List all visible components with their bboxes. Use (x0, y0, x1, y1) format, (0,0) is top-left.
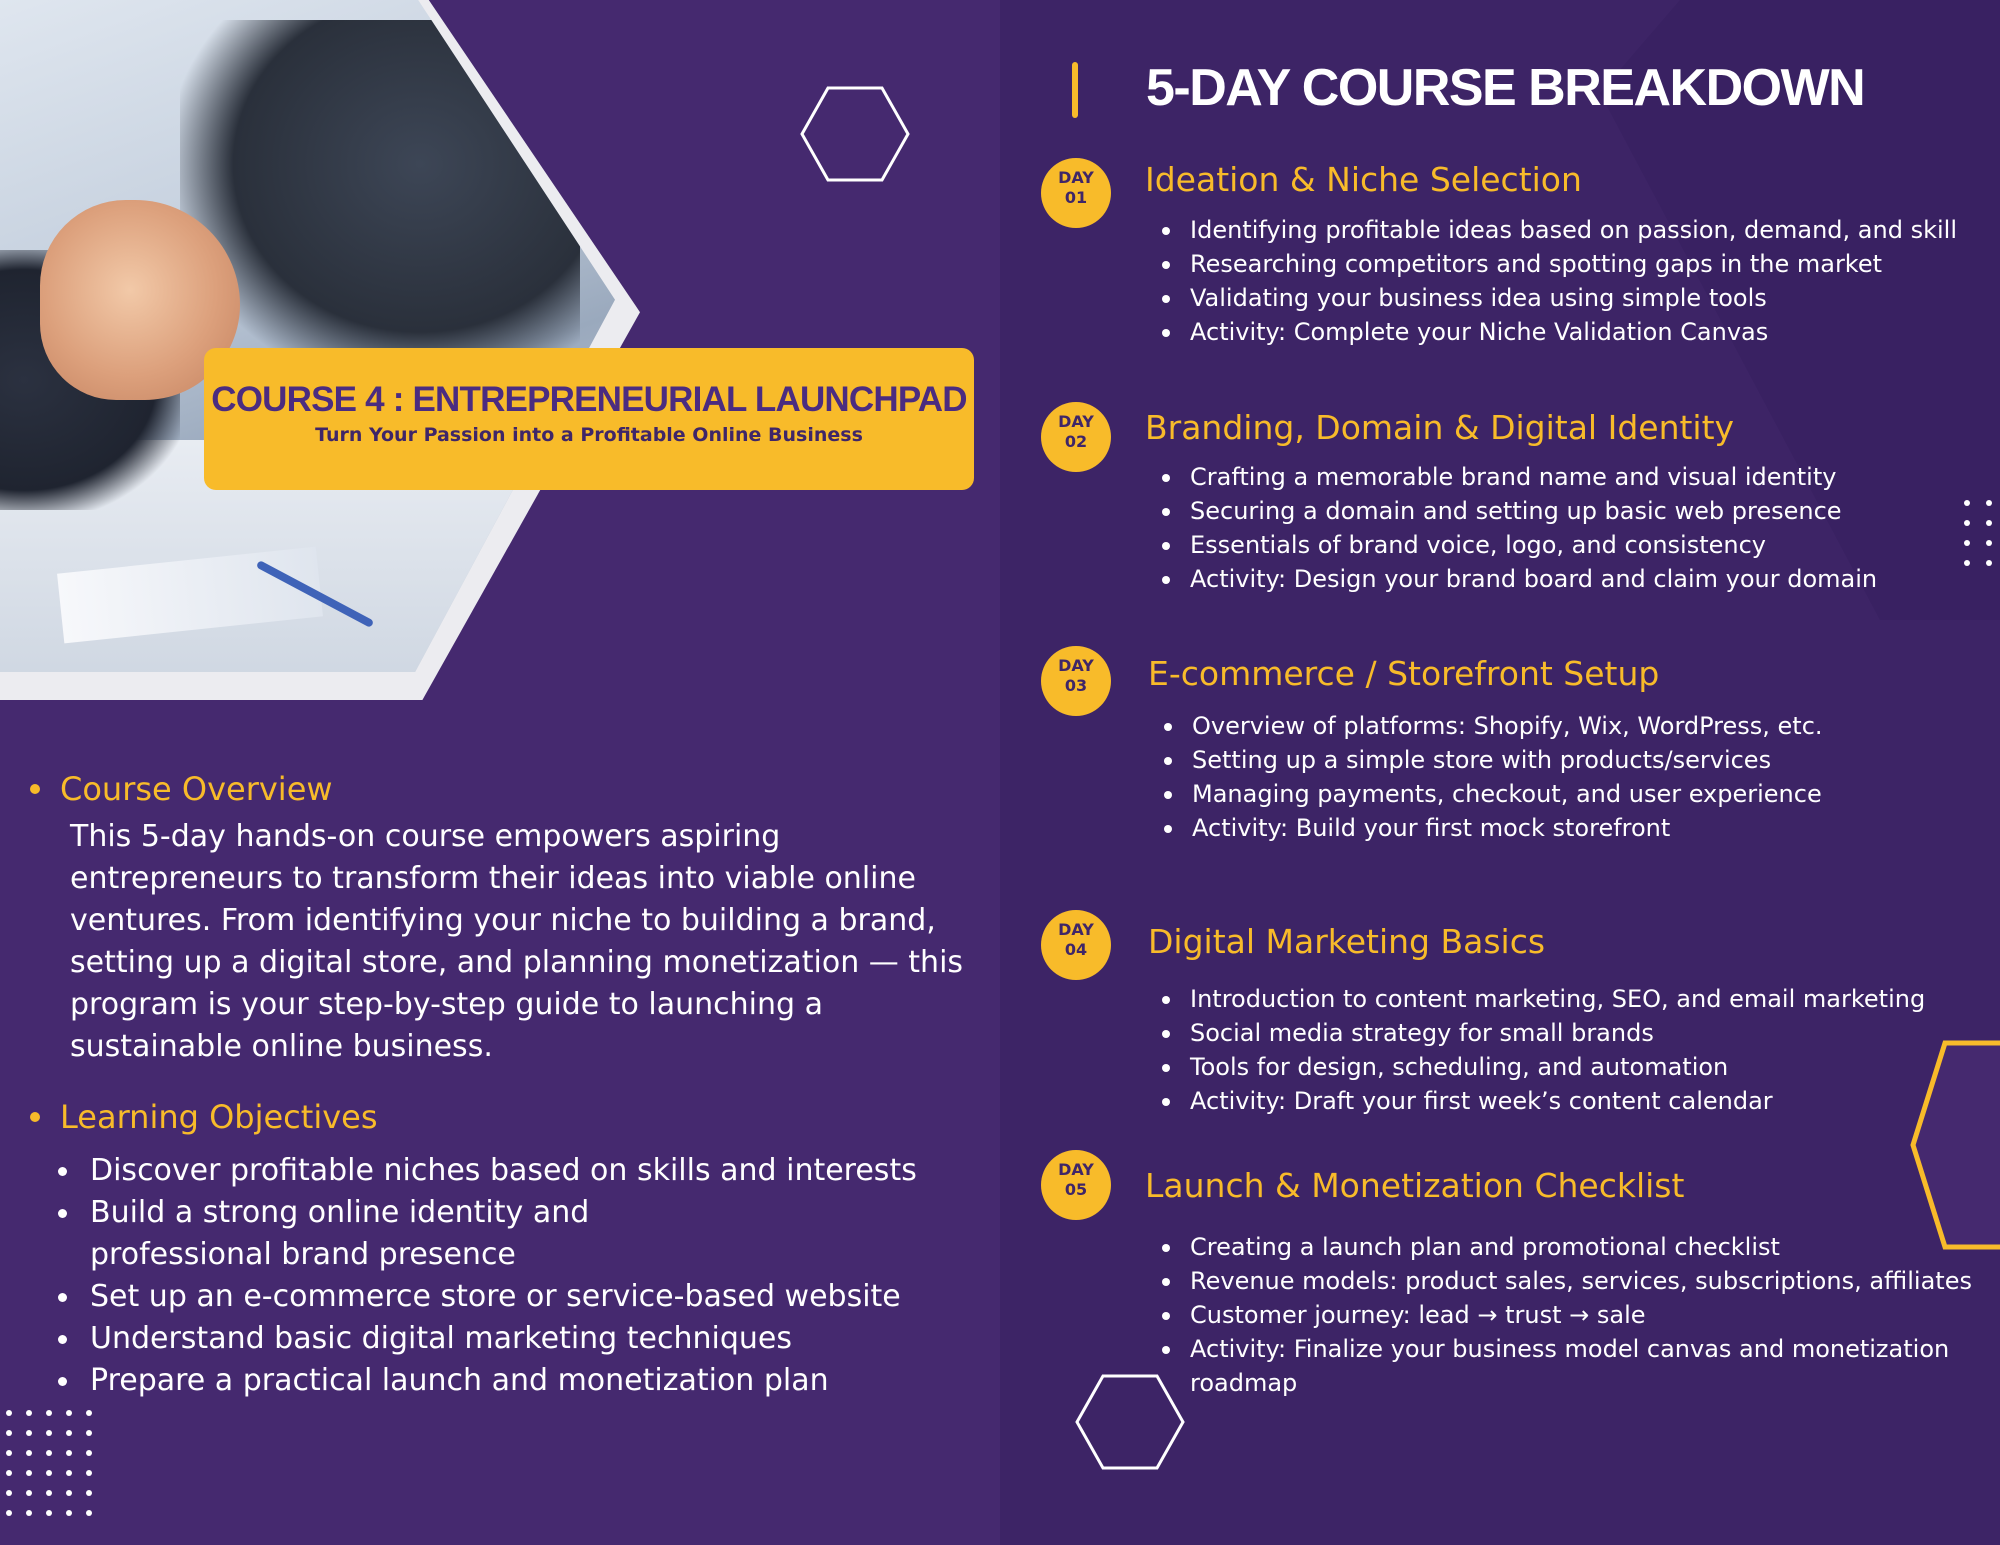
list-item: Essentials of brand voice, logo, and consistency (1158, 528, 1988, 562)
list-item: Set up an e-commerce store or service-based website (30, 1276, 950, 1318)
objectives-heading: Learning Objectives (60, 1098, 378, 1136)
course-overview-section (30, 770, 990, 1068)
day-title: Launch & Monetization Checklist (1145, 1166, 1685, 1205)
overview-heading: Course Overview (60, 770, 333, 808)
handshake-photo (0, 0, 615, 672)
list-item: Customer journey: lead → trust → sale (1158, 1298, 1988, 1332)
bullet-icon (30, 1112, 40, 1122)
list-item: Build a strong online identity and professional brand presence (30, 1192, 670, 1276)
list-item: Setting up a simple store with products/services (1160, 743, 1990, 777)
hexagon-outline-icon (800, 86, 910, 182)
list-item: Securing a domain and setting up basic web presence (1158, 494, 1988, 528)
list-item: Identifying profitable ideas based on passion, demand, and skill (1158, 213, 1988, 247)
day-title: Ideation & Niche Selection (1145, 160, 1582, 199)
list-item: Activity: Design your brand board and claim your domain (1158, 562, 1988, 596)
day-badge: DAY 05 (1041, 1150, 1111, 1220)
day-title: E-commerce / Storefront Setup (1148, 654, 1660, 693)
course-title: COURSE 4 : ENTREPRENEURIAL LAUNCHPAD (211, 380, 967, 419)
list-item: Prepare a practical launch and monetization plan (30, 1360, 950, 1402)
list-item: Activity: Draft your first week’s content calendar (1158, 1084, 1988, 1118)
day-badge: DAY 03 (1041, 646, 1111, 716)
list-item: Crafting a memorable brand name and visual identity (1158, 460, 1988, 494)
list-item: Creating a launch plan and promotional checklist (1158, 1230, 1988, 1264)
overview-text: This 5-day hands-on course empowers aspiring entrepreneurs to transform their ideas into viable online ventures. From identifying your niche to building a brand, setting up a digital store, and planning monetization — this program is your step-by-step guide to launching a sustainable online business. (70, 819, 964, 1064)
list-item: Validating your business idea using simple tools (1158, 281, 1988, 315)
list-item: Discover profitable niches based on skills and interests (30, 1150, 950, 1192)
day-title: Digital Marketing Basics (1148, 922, 1546, 961)
bullet-icon (30, 784, 40, 794)
list-item: Revenue models: product sales, services, subscriptions, affiliates (1158, 1264, 1988, 1298)
course-title-banner (204, 348, 974, 490)
day-title: Branding, Domain & Digital Identity (1145, 408, 1735, 447)
title-accent-bar (1072, 62, 1078, 118)
list-item: Researching competitors and spotting gaps in the market (1158, 247, 1988, 281)
list-item: Activity: Finalize your business model canvas and monetization roadmap (1158, 1332, 1988, 1400)
learning-objectives-section (30, 1098, 990, 1402)
list-item: Managing payments, checkout, and user experience (1160, 777, 1990, 811)
day-badge: DAY 04 (1041, 910, 1111, 980)
list-item: Understand basic digital marketing techniques (30, 1318, 950, 1360)
dot-grid-icon (6, 1410, 92, 1516)
list-item: Activity: Build your first mock storefront (1160, 811, 1990, 845)
list-item: Introduction to content marketing, SEO, and email marketing (1158, 982, 1988, 1016)
list-item: Activity: Complete your Niche Validation Canvas (1158, 315, 1988, 349)
day-badge: DAY 01 (1041, 158, 1111, 228)
breakdown-title: 5-DAY COURSE BREAKDOWN (1146, 59, 1865, 117)
list-item: Social media strategy for small brands (1158, 1016, 1988, 1050)
list-item: Overview of platforms: Shopify, Wix, WordPress, etc. (1160, 709, 1990, 743)
course-subtitle: Turn Your Passion into a Profitable Online Business (315, 424, 863, 446)
list-item: Tools for design, scheduling, and automation (1158, 1050, 1988, 1084)
day-badge: DAY 02 (1041, 402, 1111, 472)
